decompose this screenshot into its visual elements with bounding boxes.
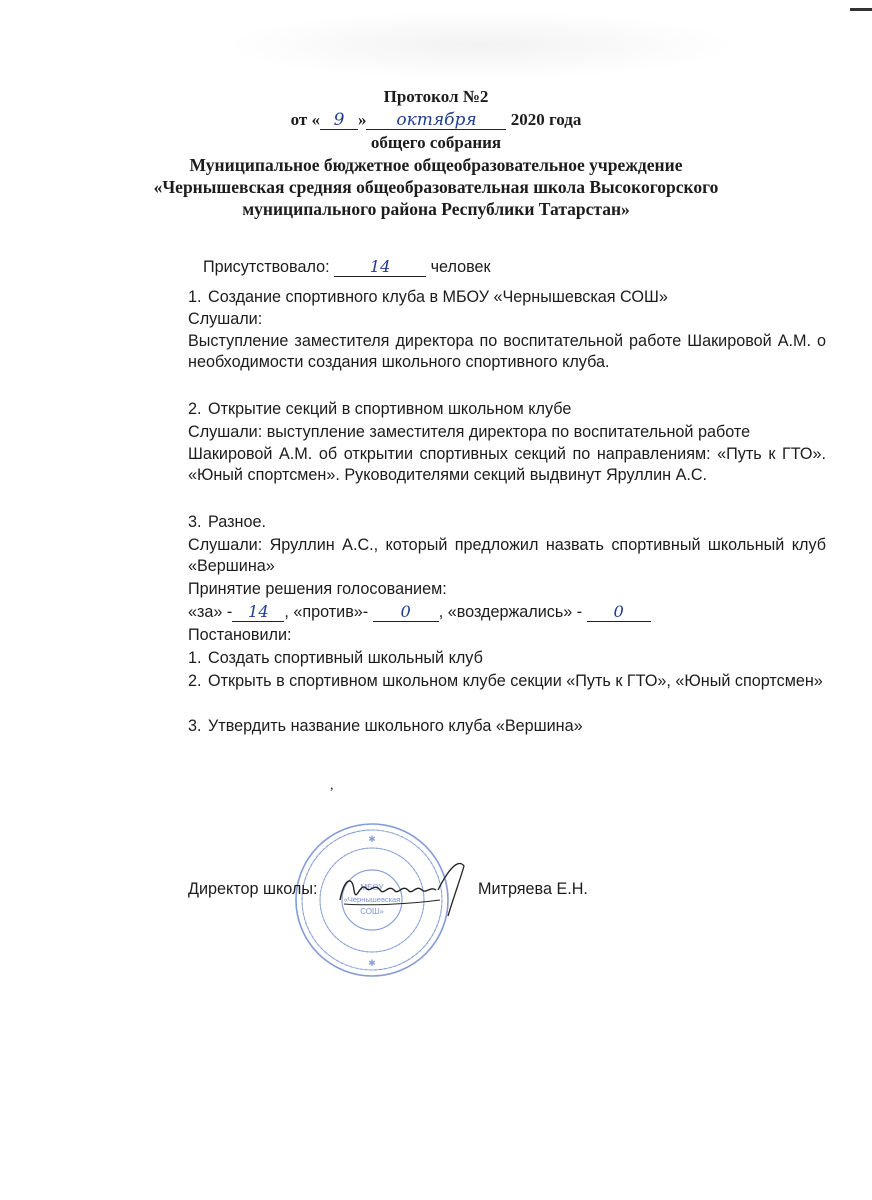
heard-text-2: Шакировой А.М. об открытии спортивных секций по направлениям: «Путь к ГТО». «Юный спортсмен». Руководителями секций выдвинут Яруллин А.С. bbox=[188, 445, 826, 485]
scan-mark bbox=[850, 8, 872, 11]
resolved-item-1: 1. Создать спортивный школьный клуб bbox=[188, 649, 483, 667]
svg-text:✱: ✱ bbox=[368, 834, 376, 844]
stamp-line-3: СОШ» bbox=[360, 907, 384, 916]
org-line-2: «Чернышевская средняя общеобразовательная школа Высокогорского bbox=[153, 177, 719, 197]
date-year: 2020 года bbox=[510, 110, 582, 129]
attendance-line: Присутствовало: 14 человек bbox=[203, 257, 491, 276]
org-line-3: муниципального района Республики Татарстан» bbox=[242, 199, 630, 219]
protocol-date: от « 9 » октября 2020 года bbox=[290, 110, 582, 130]
director-signature bbox=[330, 860, 480, 920]
date-day: 9 bbox=[320, 111, 358, 130]
stamp-line-1: МБОУ bbox=[360, 883, 384, 892]
vote-against-value: 0 bbox=[373, 603, 439, 622]
agenda-item-3: 3. Разное. bbox=[188, 513, 266, 531]
attendance-count: 14 bbox=[334, 258, 426, 277]
svg-text:✱: ✱ bbox=[368, 958, 376, 968]
agenda-item-2: 2. Открытие секций в спортивном школьном клубе bbox=[188, 400, 572, 418]
heard-text-3: Слушали: Яруллин А.С., который предложил назвать спортивный школьный клуб «Вершина» bbox=[188, 536, 826, 576]
agenda-item-1: 1. Создание спортивного клуба в МБОУ «Чернышевская СОШ» bbox=[188, 288, 668, 306]
date-month: октября bbox=[366, 111, 506, 130]
heard-text-1: Выступление заместителя директора по воспитательной работе Шакировой А.М. о необходимости создания школьного спортивного клуба. bbox=[188, 332, 826, 372]
vote-abstain-value: 0 bbox=[587, 603, 651, 622]
resolved-label: Постановили: bbox=[188, 626, 292, 644]
director-role: Директор школы: bbox=[188, 880, 318, 898]
vote-results: «за» - 14 , «против»- 0 , «воздержались» - 0 bbox=[188, 603, 651, 622]
vote-for-value: 14 bbox=[232, 603, 284, 622]
resolved-item-3: 3. Утвердить название школьного клуба «Вершина» bbox=[188, 717, 583, 735]
stray-mark: , bbox=[330, 778, 334, 793]
stamp-line-2: «Чернышевская bbox=[343, 895, 401, 904]
scan-smudge bbox=[220, 10, 740, 80]
director-name: Митряева Е.Н. bbox=[478, 880, 588, 898]
heard-label-1: Слушали: bbox=[188, 310, 263, 328]
heard-text-2-line1: Слушали: выступление заместителя директора по воспитательной работе bbox=[188, 423, 751, 441]
protocol-title: Протокол №2 bbox=[383, 87, 489, 106]
resolved-item-2: 2. Открыть в спортивном школьном клубе секции «Путь к ГТО», «Юный спортсмен» bbox=[188, 672, 823, 690]
vote-label: Принятие решения голосованием: bbox=[188, 580, 447, 598]
org-line-1: Муниципальное бюджетное общеобразовательное учреждение bbox=[189, 155, 683, 175]
meeting-type: общего собрания bbox=[370, 133, 502, 152]
